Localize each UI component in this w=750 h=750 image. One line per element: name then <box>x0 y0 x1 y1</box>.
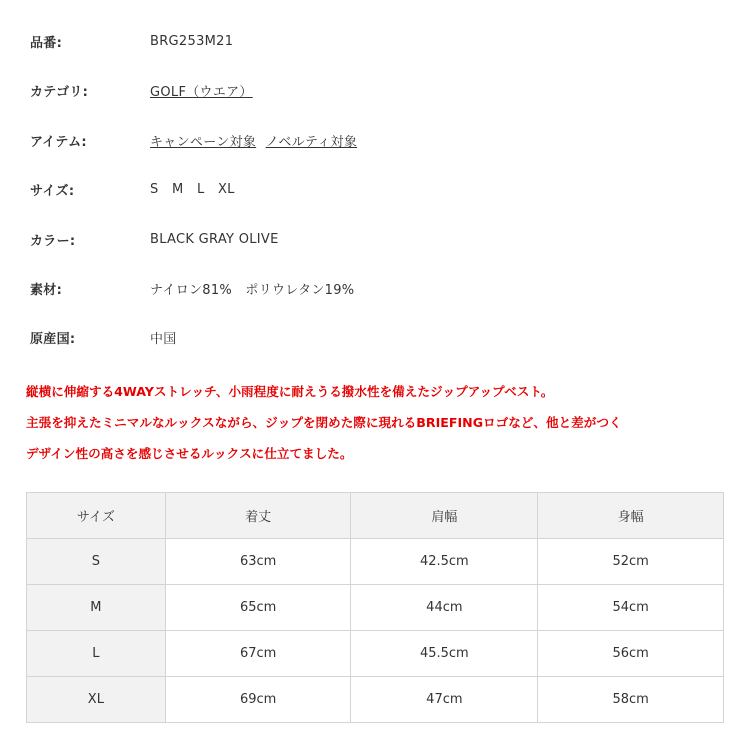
spec-row-material <box>30 278 354 298</box>
spec-row-item <box>30 130 357 150</box>
row-size: S <box>27 539 166 585</box>
cell-length: 67cm <box>165 631 351 677</box>
size-table-header-row <box>27 493 724 539</box>
material-value: ナイロン81% ポリウレタン19% <box>150 282 355 298</box>
color-value: BLACK GRAY OLIVE <box>150 231 279 247</box>
cell-shoulder-width: 45.5cm <box>351 631 538 677</box>
item-link-novelty[interactable]: ノベルティ対象 <box>265 134 358 150</box>
cell-length: 69cm <box>165 677 351 723</box>
size-label: サイズ: <box>30 183 75 199</box>
header-size: サイズ <box>27 493 166 539</box>
spec-row-size <box>30 179 244 199</box>
cell-body-width: 54cm <box>538 585 724 631</box>
size-value-m: M <box>172 181 184 197</box>
cell-length: 65cm <box>165 585 351 631</box>
cell-body-width: 56cm <box>538 631 724 677</box>
spec-row-origin <box>30 327 177 347</box>
table-row <box>27 539 724 585</box>
size-values <box>150 182 244 197</box>
row-size: XL <box>27 677 166 723</box>
origin-label: 原産国: <box>30 331 76 347</box>
product-description <box>26 381 731 465</box>
table-row <box>27 585 724 631</box>
row-size: L <box>27 631 166 677</box>
color-label: カラー: <box>30 233 76 249</box>
header-shoulder-width: 肩幅 <box>351 493 538 539</box>
size-table <box>26 492 724 723</box>
description-line-2: 主張を抑えたミニマルなルックスながら、ジップを閉めた際に現れるBRIEFINGロゴなど、他と差がつく <box>26 415 622 430</box>
header-length: 着丈 <box>165 493 351 539</box>
size-value-xl: XL <box>217 181 235 197</box>
spec-row-category <box>30 80 253 100</box>
cell-length: 63cm <box>165 539 351 585</box>
size-value-l: L <box>196 181 205 197</box>
spec-row-color <box>30 229 279 249</box>
cell-body-width: 58cm <box>538 677 724 723</box>
description-line-1: 縦横に伸縮する4WAYストレッチ、小雨程度に耐えうる撥水性を備えたジップアップベスト。 <box>26 384 554 399</box>
spec-row-item-number <box>30 31 233 51</box>
cell-shoulder-width: 47cm <box>351 677 538 723</box>
category-label: カテゴリ: <box>30 84 89 100</box>
description-line-3: デザイン性の高さを感じさせるルックスに仕立てました。 <box>26 446 353 461</box>
origin-value: 中国 <box>150 331 177 347</box>
item-number-label: 品番: <box>30 35 63 51</box>
size-value-s: S <box>150 181 159 197</box>
category-link-golf-wear[interactable]: GOLF（ウエア） <box>150 84 253 100</box>
cell-body-width: 52cm <box>538 539 724 585</box>
header-body-width: 身幅 <box>538 493 724 539</box>
item-number-value: BRG253M21 <box>150 33 234 49</box>
material-label: 素材: <box>30 282 63 298</box>
item-link-campaign[interactable]: キャンペーン対象 <box>150 134 257 150</box>
cell-shoulder-width: 44cm <box>351 585 538 631</box>
table-row <box>27 631 724 677</box>
cell-shoulder-width: 42.5cm <box>351 539 538 585</box>
item-label: アイテム: <box>30 134 87 150</box>
row-size: M <box>27 585 166 631</box>
table-row <box>27 677 724 723</box>
